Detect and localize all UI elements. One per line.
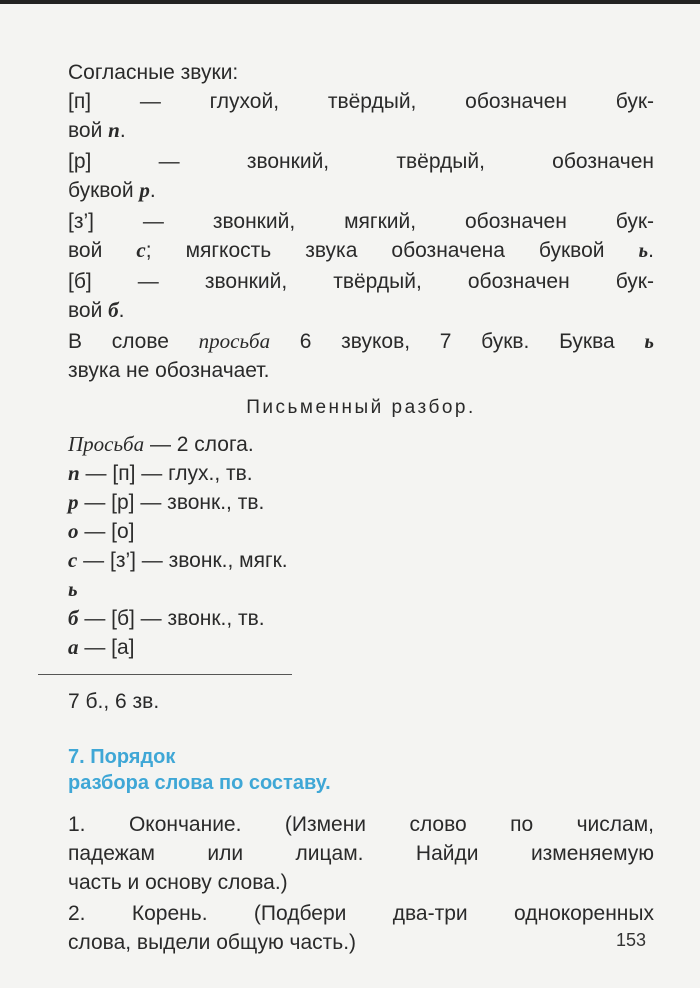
rule-2-line2: слова, выдели общую часть.) xyxy=(68,931,357,954)
analysis-sound: — [б] — звонк., тв. xyxy=(78,607,265,630)
consonant-p-line1: [п] — глухой, твёрдый, обозначен бук- xyxy=(68,90,654,113)
analysis-sound: — [а] xyxy=(78,636,135,659)
text-fragment: вой xyxy=(68,239,137,262)
analysis-letter: п xyxy=(68,461,80,485)
consonant-z-line1: [з’] — звонкий, мягкий, обозначен бук- xyxy=(68,210,654,233)
analysis-row xyxy=(68,604,654,633)
text-fragment: В слове xyxy=(68,330,199,353)
analysis-row xyxy=(68,517,654,546)
analysis-sound: — [з’] — звонк., мягк. xyxy=(77,549,288,572)
summary-line2: звука не обозначает. xyxy=(68,359,270,382)
analysis-row xyxy=(68,633,654,662)
consonant-b-line2 xyxy=(68,296,654,325)
section-heading-line2: разбора слова по составу. xyxy=(68,772,331,794)
text-fragment: ; мягкость звука обозначена буквой xyxy=(145,239,639,262)
analysis-row xyxy=(68,546,654,575)
text-fragment: вой xyxy=(68,299,109,322)
analysis-syllables: — 2 слога. xyxy=(144,433,254,456)
analysis-letter: б xyxy=(68,606,79,630)
rule-1-line3: часть и основу слова.) xyxy=(68,871,288,894)
consonant-p-line2 xyxy=(68,116,654,145)
text-fragment: 6 звуков, 7 букв. Буква xyxy=(270,330,645,353)
section-heading xyxy=(68,744,654,796)
rule-2-line1: 2. Корень. (Подбери два-три однокоренных xyxy=(68,902,654,925)
rule-1-line2: падежам или лицам. Найди изменяемую xyxy=(68,842,654,865)
analysis-divider xyxy=(38,674,292,675)
text-fragment: . xyxy=(149,179,156,202)
section-heading-line1: 7. Порядок xyxy=(68,746,176,768)
letter-soft-sign: ь xyxy=(644,329,654,353)
word-prosba: просьба xyxy=(198,329,271,353)
analysis-row xyxy=(68,575,654,604)
analysis-letter: о xyxy=(68,519,79,543)
text-fragment: вой xyxy=(68,119,109,142)
page-number: 153 xyxy=(616,930,647,950)
analysis-sound: — [о] xyxy=(78,520,135,543)
letter-b: б xyxy=(108,298,119,322)
text-fragment: . xyxy=(119,119,126,142)
analysis-totals: 7 б., 6 зв. xyxy=(68,690,160,713)
top-border xyxy=(0,0,700,4)
text-fragment: . xyxy=(118,299,125,322)
analysis-sound: — [п] — глух., тв. xyxy=(79,462,253,485)
letter-s: с xyxy=(136,238,146,262)
analysis-row xyxy=(68,459,654,488)
consonant-r-line2 xyxy=(68,176,654,205)
summary-line1 xyxy=(68,327,654,356)
analysis-letter: р xyxy=(68,490,79,514)
consonant-z-line2 xyxy=(68,236,654,265)
letter-r: р xyxy=(139,178,150,202)
analysis-word-row xyxy=(68,430,654,459)
letter-p: п xyxy=(108,118,120,142)
text-fragment: буквой xyxy=(68,179,140,202)
letter-soft-sign: ь xyxy=(638,238,649,262)
text-fragment: . xyxy=(648,239,654,262)
analysis-sound: — [р] — звонк., тв. xyxy=(78,491,265,514)
analysis-letter: с xyxy=(68,548,78,572)
rule-1-line1: 1. Окончание. (Измени слово по числам, xyxy=(68,813,654,836)
textbook-page xyxy=(68,58,654,957)
analysis-letter: ь xyxy=(68,577,78,601)
analysis-letter: а xyxy=(68,635,79,659)
analysis-word: Просьба xyxy=(68,432,145,456)
parsing-rules xyxy=(68,810,654,957)
written-analysis-heading: Письменный разбор. xyxy=(246,397,476,418)
consonant-r-line1: [р] — звонкий, твёрдый, обозначен xyxy=(68,150,654,173)
analysis-row xyxy=(68,488,654,517)
written-analysis xyxy=(68,430,654,662)
consonants-title: Согласные звуки: xyxy=(68,61,239,84)
consonant-b-line1: [б] — звонкий, твёрдый, обозначен бук- xyxy=(68,270,654,293)
